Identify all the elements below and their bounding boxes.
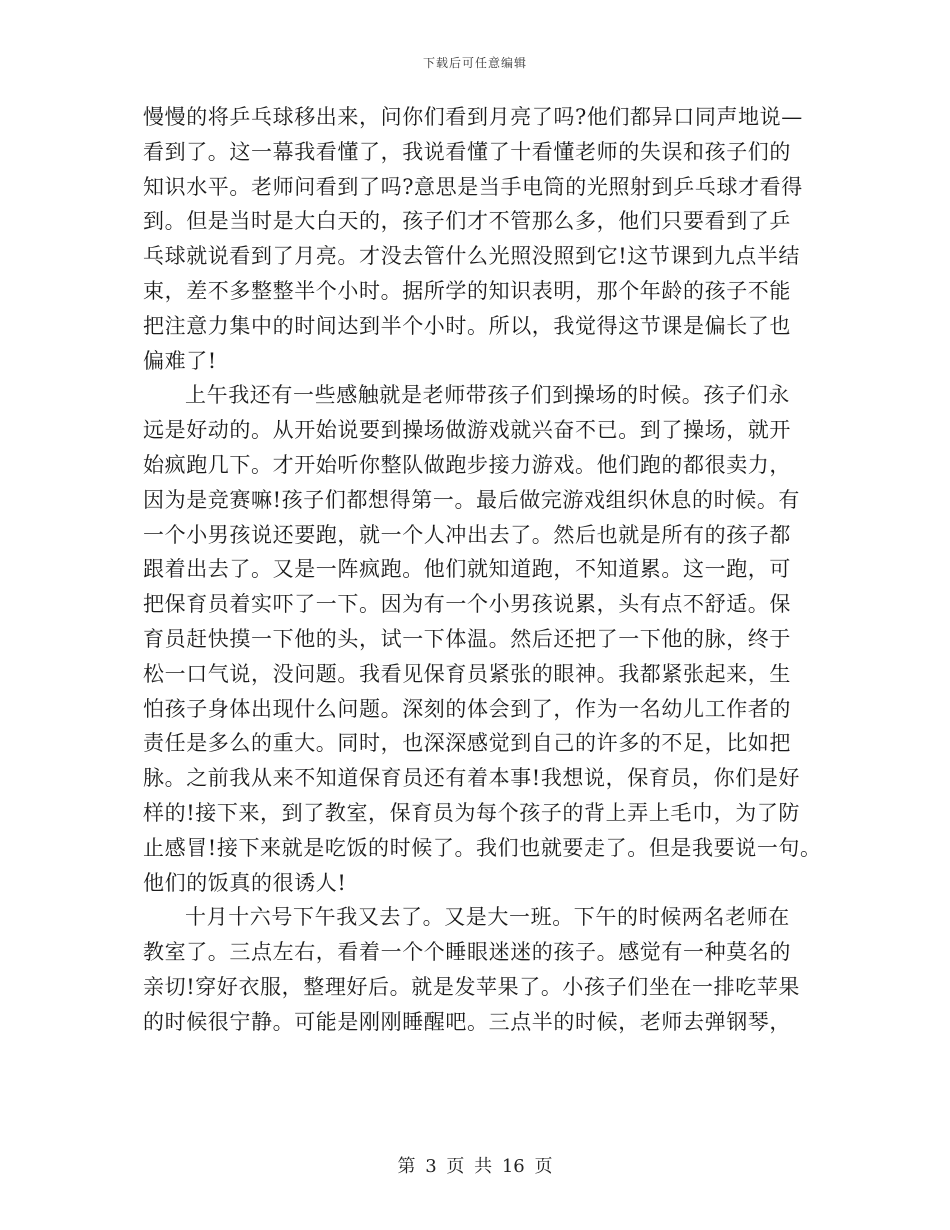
page-number-footer: 第 3 页 共 16 页 bbox=[397, 1156, 553, 1177]
text-line: 脉。之前我从来不知道保育员还有着本事!我想说，保育员，你们是好 bbox=[143, 766, 801, 791]
text-line: 教室了。三点左右，看着一个个睡眼迷迷的孩子。感觉有一种莫名的 bbox=[143, 940, 791, 965]
text-line: 始疯跑几下。才开始听你整队做跑步接力游戏。他们跑的都很卖力， bbox=[143, 452, 791, 477]
text-line: 责任是多么的重大。同时，也深深感觉到自己的许多的不足，比如把 bbox=[143, 731, 791, 756]
text-line: 看到了。这一幕我看懂了，我说看懂了十看懂老师的失误和孩子们的 bbox=[143, 139, 791, 164]
text-line: 松一口气说，没问题。我看见保育员紧张的眼神。我都紧张起来，生 bbox=[143, 661, 791, 686]
text-line: 止感冒!接下来就是吃饭的时候了。我们也就要走了。但是我要说一句。 bbox=[143, 835, 822, 860]
text-line: 育员赶快摸一下他的头，试一下体温。然后还把了一下他的脉，终于 bbox=[143, 626, 791, 651]
text-line: 他们的饭真的很诱人! bbox=[143, 870, 347, 895]
text-line: 样的!接下来，到了教室，保育员为每个孩子的背上弄上毛巾，为了防 bbox=[143, 800, 801, 825]
text-line: 把注意力集中的时间达到半个小时。所以，我觉得这节课是偏长了也 bbox=[143, 313, 791, 338]
paragraph-start-line: 上午我还有一些感触就是老师带孩子们到操场的时候。孩子们永 bbox=[185, 383, 790, 408]
text-line: 束，差不多整整半个小时。据所学的知识表明，那个年龄的孩子不能 bbox=[143, 278, 791, 303]
page-header-note: 下载后可任意编辑 bbox=[422, 56, 527, 70]
text-line: 怕孩子身体出现什么问题。深刻的体会到了，作为一名幼儿工作者的 bbox=[143, 696, 791, 721]
text-line: 把保育员着实吓了一下。因为有一个小男孩说累，头有点不舒适。保 bbox=[143, 592, 791, 617]
text-line: 一个小男孩说还要跑，就一个人冲出去了。然后也就是所有的孩子都 bbox=[143, 522, 791, 547]
text-line: 知识水平。老师问看到了吗?意思是当手电筒的光照射到乒乓球才看得 bbox=[143, 174, 803, 199]
text-line: 到。但是当时是大白天的，孩子们才不管那么多，他们只要看到了乒 bbox=[143, 209, 791, 234]
text-line: 跟着出去了。又是一阵疯跑。他们就知道跑，不知道累。这一跑，可 bbox=[143, 557, 791, 582]
text-line: 因为是竞赛嘛!孩子们都想得第一。最后做完游戏组织休息的时候。有 bbox=[143, 487, 801, 512]
text-line: 亲切!穿好衣服，整理好后。就是发苹果了。小孩子们坐在一排吃苹果 bbox=[143, 974, 801, 999]
document-body bbox=[143, 100, 823, 1040]
paragraph-start-line: 十月十六号下午我又去了。又是大一班。下午的时候两名老师在 bbox=[185, 905, 790, 930]
text-line: 慢慢的将乒乓球移出来，问你们看到月亮了吗?他们都异口同声地说— bbox=[143, 105, 803, 129]
text-line: 乓球就说看到了月亮。才没去管什么光照没照到它!这节课到九点半结 bbox=[143, 244, 801, 269]
text-line: 远是好动的。从开始说要到操场做游戏就兴奋不已。到了操场，就开 bbox=[143, 418, 791, 443]
text-line: 偏难了! bbox=[143, 348, 217, 373]
text-line: 的时候很宁静。可能是刚刚睡醒吧。三点半的时候，老师去弹钢琴， bbox=[143, 1009, 791, 1034]
